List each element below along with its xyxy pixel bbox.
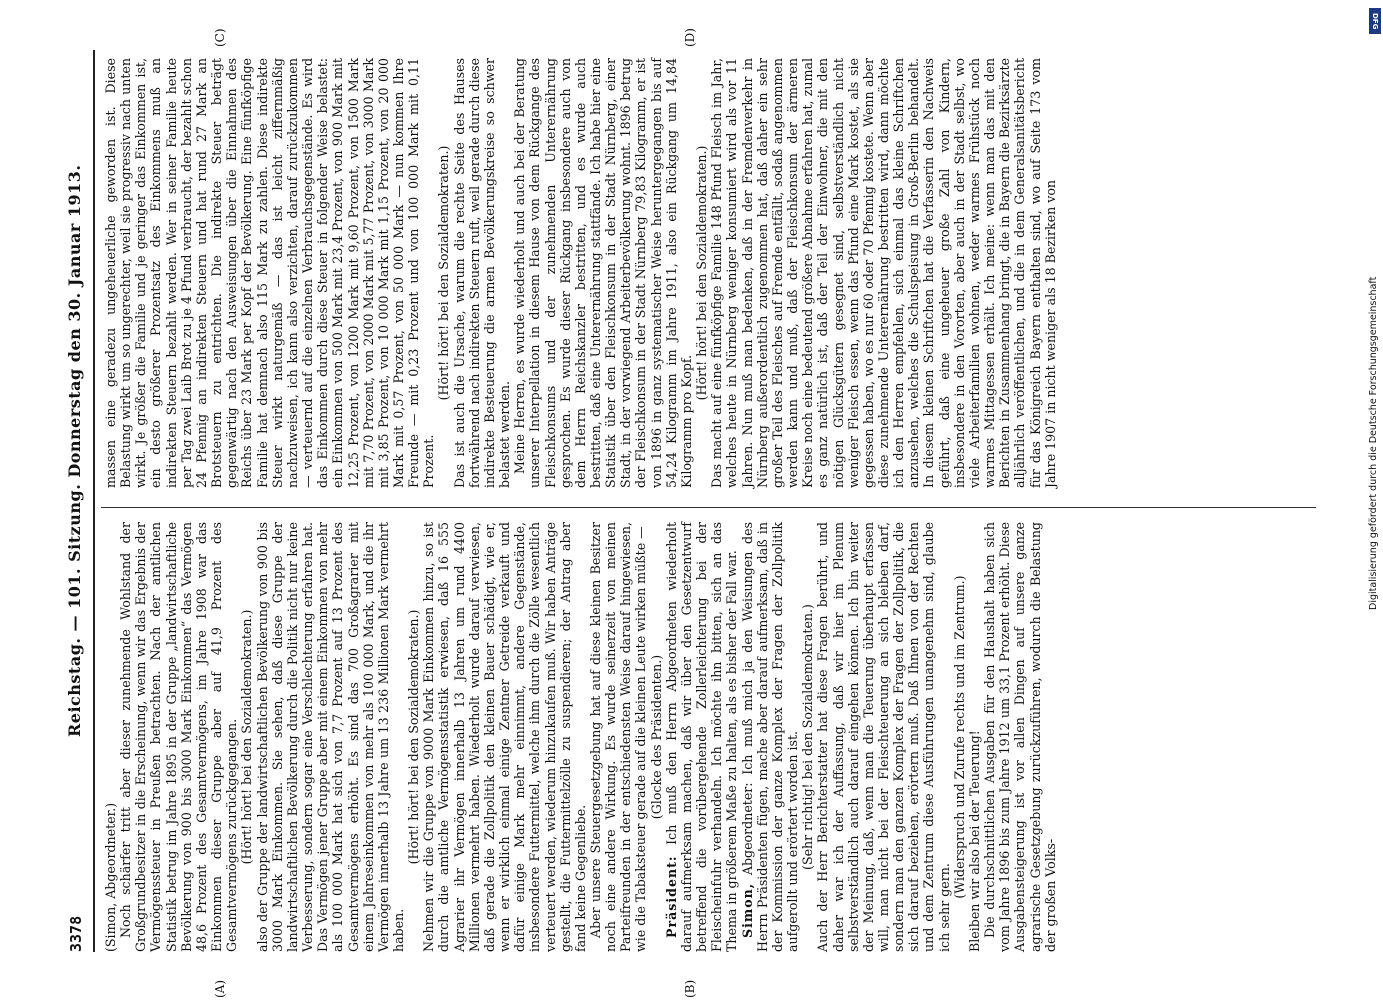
marker-a: (A)	[213, 979, 227, 998]
digitization-note	[1368, 10, 1382, 610]
paragraph: massen eine geradezu ungeheuerliche geworden ist. Diese Belastung wirkt um so ungerechter, weil sie progressiv nach unten wirkt. Je größer die Familie und je geringer das Einkommen ist, ein desto größerer Prozentsatz des Einkommens muß an indirekten Steuern bezahlt werden. Wer in seiner Familie heute per Tag zwei Laib Brot zu je 4 Pfund verbraucht, der bezahlt schon 24 Pfennig an indirekten Steuern und hat rund 27 Mark an Brotsteuern zu entrichten. Die indirekte Steuer beträgt gegenwärtig nach den Ausweisungen über die Einnahmen des Reichs über 23 Mark per Kopf der Bevölkerung. Eine fünfköpfige Familie hat demnach also 115 Mark zu zahlen. Diese indirekte Steuer wirkt naturgemäß — das ist leicht ziffernmäßig nachzuweisen, ich kann also verzichten, darauf zurückzukommen — verteuernd auf die einzelnen Verbrauchsgegenstände. Es wird das Einkommen durch diese Steuer in folgender Weise belastet: ein Einkommen von 500 Mark mit 23,4 Prozent, von 900 Mark mit 12,25 Prozent, von 1200 Mark mit 9,60 Prozent, von 1500 Mark mit 7,70 Prozent, von 2000 Mark mit 5,77 Prozent, von 3000 Mark mit 3,85 Prozent, von 10 000 Mark mit 1,15 Prozent, von 20 000 Mark mit 0,57 Prozent, von 50 000 Mark — nun kommen Ihre Freunde — mit 0,23 Prozent und von 100 000 Mark mit 0,11 Prozent.	[103, 58, 437, 488]
page-header	[63, 50, 95, 952]
digitization-note-text: Digitalisierung gefördert durch die Deutsche Forschungsgemeinschaft	[1368, 276, 1379, 610]
speech-text: Ich muß den Herrn Abgeordneten wiederholt darauf aufmerksam machen, daß wir über den Gesetzentwurf betreffend die vorübergehende Zollerleichterung bei der Fleischeinfuhr verhandeln. Ich möchte ihn bitten, sich an das Thema in größerem Maße zu halten, als es bisher der Fall war.	[663, 522, 740, 952]
paragraph: Noch schärfer tritt aber dieser zunehmende Wohlstand der Großgrundbesitzer in die Erscheinung, wenn wir das Ergebnis der Vermögenssteuer in Preußen betrachten. Nach der amtlichen Statistik betrug im Jahre 1895 in der Gruppe „landwirtschaftliche Bevölkerung von 900 bis 3000 Mark Einkommen“ das Vermögen 48,6 Prozent des Gesamtvermögens, im Jahre 1908 war das Einkommen dieser Gruppe aber auf 41,9 Prozent des Gesamtvermögens zurückgegangen.	[118, 522, 240, 952]
column-divider	[101, 507, 1316, 508]
speaker-name: Simon,	[739, 882, 755, 938]
left-column	[103, 522, 1058, 952]
paragraph: Nehmen wir die Gruppe von 9000 Mark Einkommen hinzu, so ist durch die amtliche Vermögensstatistik erwiesen, daß 16 555 Agrarier ihr Vermögen innerhalb 13 Jahren um rund 4400 Millionen vermehrt haben. Wiederholt wurde darauf verwiesen, daß gerade die Zollpolitik den kleinen Bauer schädigt, wie er, wenn er wirklich einmal einige Zentner Getreide verkauft und dafür einige Mark mehr einnimmt, andere Gegenstände, insbesondere Futtermittel, welche ihm durch die Zölle wesentlich verteuert werden, wiederum hinzukaufen muß. Wir haben Anträge gestellt, die Futtermittelzölle zu suspendieren; der Antrag aber fand keine Gegenliebe.	[421, 522, 588, 952]
marker-c: (C)	[213, 28, 227, 47]
paragraph: also der Gruppe der landwirtschaftlichen Bevölkerung von 900 bis 3000 Mark Einkommen. Sie sehen, daß diese Gruppe der landwirtschaftlichen Bevölkerung durch die Politik nicht nur keine Verbesserung, sondern sogar eine Verschlechterung erfahren hat. Das Vermögen jener Gruppe aber mit einem Einkommen von mehr als 100 000 Mark hat sich von 7,7 Prozent auf 13 Prozent des Gesamtvermögens erhöht. Es sind das 700 Großagrarier mit einem Jahreseinkommen von mehr als 100 000 Mark, und die ihr Vermögen innerhalb 13 Jahre um 13 236 Millionen Mark vermehrt haben.	[254, 522, 406, 952]
paragraph: Die durchschnittlichen Ausgaben für den Haushalt haben sich vom Jahre 1896 bis zum Jahre 1912 um 33,1 Prozent erhöht. Diese Ausgabensteigerung ist vor allen Dingen auf unsere ganze agrarische Gesetzgebung zurückzuführen, wodurch die Belastung der großen Volks-	[982, 522, 1058, 952]
dfg-logo: DFG	[1369, 8, 1381, 34]
interjection: (Hört! hört! bei den Sozialdemokraten.)	[406, 609, 422, 865]
right-column	[103, 58, 1058, 488]
interjection: (Hört! hört! bei den Sozialdemokraten.)	[239, 609, 255, 865]
interjection: (Hört! hört! bei den Sozialdemokraten.)	[436, 145, 452, 401]
marker-b: (B)	[683, 979, 697, 998]
paragraph	[740, 522, 801, 952]
paragraph: (Simon, Abgeordneter.)	[103, 802, 118, 952]
paragraph: Das macht auf eine fünfköpfige Familie 148 Pfund Fleisch im Jahr, welches heute in Nürnberg weniger konsumiert wird als vor 11 Jahren. Nun muß man bedenken, daß in der Fremdenverkehr in Nürnberg außerordentlich zugenommen hat, daß daher ein sehr großer Teil des Fleisches auf Fremde entfällt, sodaß angenommen werden kann und muß, daß der Fleischkonsum der ärmeren Kreise noch eine bedeutend größere Abnahme erfahren hat, zumal es ganz natürlich ist, daß der Teil der Einwohner, die mit den nötigen Glücksgütern gesegnet sind, selbstverständlich nicht weniger Fleisch essen, wenn das Pfund eine Mark kostet, als sie gegessen haben, wo es nur 60 oder 70 Pfennig kostete. Wenn aber diese zunehmende Unterernährung bestritten wird, dann möchte ich den Herren empfehlen, sich einmal das kleine Schriftchen anzusehen, welches die Schulspeisung in Groß-Berlin behandelt. In diesem kleinen Schriftchen hat die Verfasserin den Nachweis geführt, daß eine ungeheuer große Zahl von Kindern, insbesondere in den Vororten, aber auch in der Stadt selbst, wo viele Arbeiterfamilien wohnen, weder warmes Frühstück noch warmes Mittagessen erhält. Ich meine: wenn man das mit den Berichten in Zusammenhang bringt, die in Bayern die Bezirksärzte alljährlich veröffentlichen, und die in dem Generalsanitätsbericht für das Königreich Bayern enthalten sind, wo auf Seite 173 vom Jahre 1907 in nicht weniger als 18 Bezirken von	[709, 58, 1058, 488]
interjection: (Widerspruch und Zurufe rechts und im Zentrum.)	[951, 575, 967, 899]
speaker-name: Präsident:	[663, 855, 679, 938]
rotated-page-content	[63, 28, 1325, 998]
speech-text: Abgeordneter: Ich muß mich ja den Weisungen des Herrn Präsidenten fügen, mache aber darauf aufmerksam, daß in der Kommission der ganze Komplex der Fragen der Zollpolitik aufgerollt und erörtert worden ist.	[739, 522, 801, 952]
paragraph	[664, 522, 740, 952]
paragraph: Auch der Herr Berichterstatter hat diese Fragen berührt, und daher war ich der Auffassung, daß wir hier im Plenum selbstverständlich auch darauf eingehen können. Ich bin weiter der Meinung, daß, wenn man die Teuerung überhaupt erfassen will, man nicht bei der Fleischteuerung an sich bleiben darf, sondern man den ganzen Komplex der Fragen der Zollpolitik, die sich darauf beziehen, erörtern muß. Daß Ihnen von der Rechten und dem Zentrum diese Ausführungen unangenehm sind, glaube ich sehr gern.	[815, 522, 952, 952]
marker-d: (D)	[683, 28, 697, 47]
page-number: 3378	[67, 915, 85, 952]
page-title: Reichstag. — 101. Sitzung. Donnerstag den 30. Januar 1913.	[65, 164, 84, 737]
paragraph: Meine Herren, es wurde wiederholt und auch bei der Beratung unserer Interpellation in diesem Hause von dem Rückgange des Fleischkonsums und der zunehmenden Unterernährung gesprochen. Es wurde dieser Rückgang insbesondere auch von dem Herrn Reichskanzler bestritten, und es wurde auch bestritten, daß eine Unterernährung stattfände. Ich habe hier eine Statistik über den Fleischkonsum in der Stadt Nürnberg, einer Stadt, in der vorwiegend Arbeiterbevölkerung wohnt. 1896 betrug der Fleischkonsum in der Stadt Nürnberg 79,83 Kilogramm, er ist von 1896 in ganz systematischer Weise heruntergegangen bis auf 54,24 Kilogramm im Jahre 1911, also ein Rückgang um 14,84 Kilogramm pro Kopf.	[512, 58, 694, 488]
paragraph: Das ist auch die Ursache, warum die rechte Seite des Hauses fortwährend nach indirekten Steuern ruft, weil gerade durch diese indirekte Besteuerung die armen Bevölkerungskreise so schwer belastet werden.	[451, 58, 513, 488]
interjection: (Hört! hört! bei den Sozialdemokraten.)	[694, 145, 710, 401]
interjection: (Glocke des Präsidenten.)	[648, 654, 664, 820]
paragraph: Bleiben wir also bei der Teuerung!	[966, 730, 982, 952]
interjection: (Sehr richtig! bei den Sozialdemokraten.)	[800, 604, 816, 870]
paragraph: Aber unsere Steuergesetzgebung hat auf diese kleinen Besitzer noch eine andere Wirkung. Es wurde seinerzeit von meinen Parteifreunden in der entschiedensten Weise darauf hingewiesen, wie die Tabaksteuer gerade auf die kleinen Leute wirken müßte —	[588, 522, 649, 952]
